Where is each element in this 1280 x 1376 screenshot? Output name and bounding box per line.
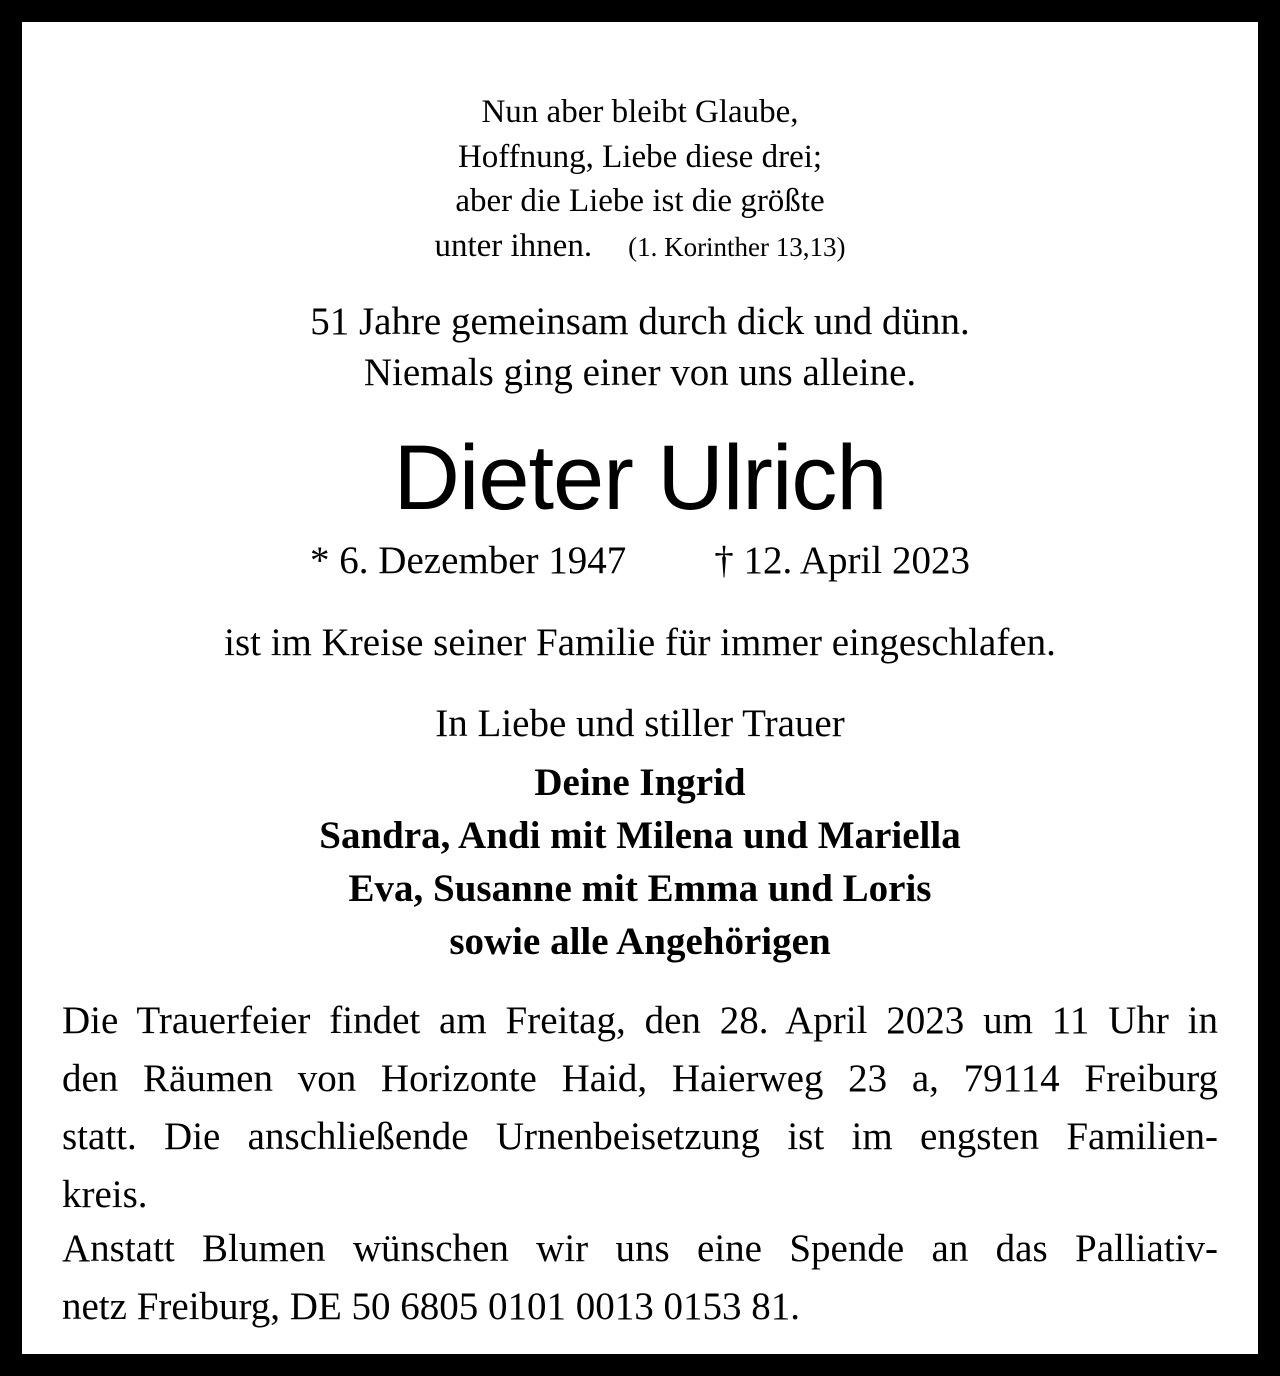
donation-line: Anstatt Blumen wünschen wir uns eine Spende an das Palliativ-	[62, 1227, 1218, 1270]
funeral-line: kreis.	[62, 1173, 148, 1216]
donation-line: netz Freiburg, DE 50 6805 0101 0013 0153 81.	[62, 1285, 801, 1328]
funeral-line: Die Trauerfeier findet am Freitag, den 28. April 2023 um 11 Uhr in	[62, 999, 1218, 1042]
mourner-line: Deine Ingrid	[534, 761, 746, 804]
intro-line-1: 51 Jahre gemeinsam durch dick und dünn.	[310, 300, 970, 343]
funeral-line: statt. Die anschließende Urnenbeisetzung ist im engsten Familien-	[62, 1115, 1218, 1158]
bible-verse	[22, 90, 1258, 269]
mourner-line: Eva, Susanne mit Emma und Loris	[348, 867, 932, 910]
deceased-name: Dieter Ulrich	[393, 427, 887, 529]
verse-line: aber die Liebe ist die größte	[455, 183, 825, 219]
funeral-line: den Räumen von Horizonte Haid, Haierweg 23 a, 79114 Freiburg	[62, 1057, 1218, 1100]
verse-line: Hoffnung, Liebe diese drei;	[457, 138, 823, 175]
verse-last-line	[22, 224, 1258, 270]
funeral-info	[62, 992, 1218, 1224]
verse-line: Nun aber bleibt Glaube,	[481, 94, 799, 130]
verse-line: unter ihnen.	[434, 227, 593, 264]
mourners-list	[22, 756, 1258, 968]
intro-text	[22, 296, 1258, 398]
mourning-line: In Liebe und stiller Trauer	[435, 702, 845, 745]
birth-date: * 6. Dezember 1947	[310, 539, 627, 582]
death-date: † 12. April 2023	[714, 539, 970, 582]
donation-info	[62, 1220, 1218, 1336]
passing-text: ist im Kreise seiner Familie für immer eingeschlafen.	[224, 621, 1056, 664]
mourner-line: Sandra, Andi mit Milena und Mariella	[319, 814, 961, 857]
intro-line-2: Niemals ging einer von uns alleine.	[363, 351, 917, 394]
verse-reference: (1. Korinther 13,13)	[628, 231, 846, 262]
mourner-line: sowie alle Angehörigen	[449, 920, 831, 963]
life-dates	[22, 536, 1258, 586]
